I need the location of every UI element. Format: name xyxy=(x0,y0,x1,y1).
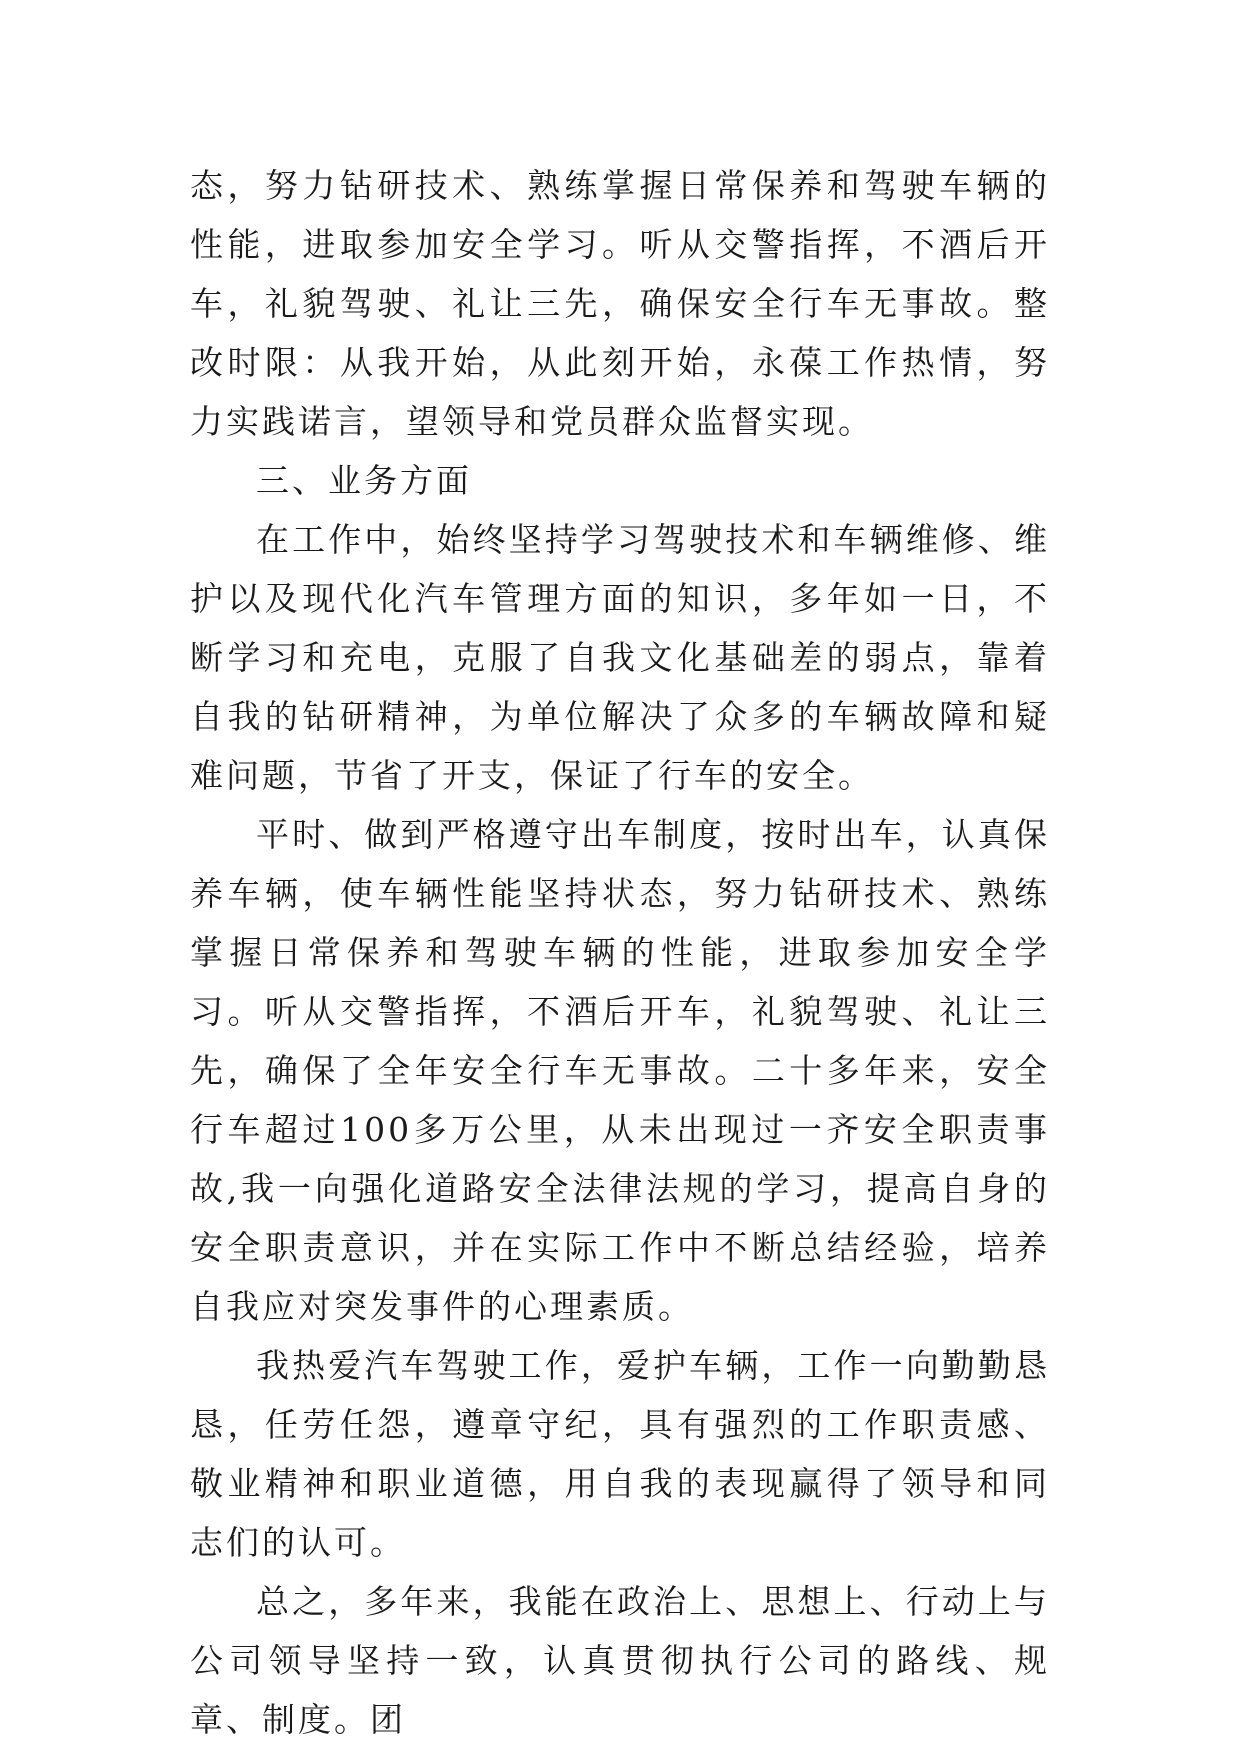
document-body xyxy=(190,156,1050,1749)
paragraph-1: 态，努力钻研技术、熟练掌握日常保养和驾驶车辆的性能，进取参加安全学习。听从交警指挥，不酒后开车，礼貌驾驶、礼让三先，确保安全行车无事故。整改时限：从我开始，从此刻开始，永葆工作热情，努力实践诺言，望领导和党员群众监督实现。 xyxy=(190,166,1050,441)
section-heading-business: 三、业务方面 xyxy=(256,461,472,500)
paragraph-2: 在工作中，始终坚持学习驾驶技术和车辆维修、维护以及现代化汽车管理方面的知识，多年如一日，不断学习和充电，克服了自我文化基础差的弱点，靠着自我的钻研精神，为单位解决了众多的车辆故障和疑难问题，节省了开支，保证了行车的安全。 xyxy=(190,520,1050,795)
paragraph-4: 我热爱汽车驾驶工作，爱护车辆，工作一向勤勤恳恳，任劳任怨，遵章守纪，具有强烈的工作职责感、敬业精神和职业道德，用自我的表现赢得了领导和同志们的认可。 xyxy=(190,1346,1050,1562)
paragraph-5: 总之，多年来，我能在政治上、思想上、行动上与公司领导坚持一致，认真贯彻执行公司的路线、规章、制度。团 xyxy=(190,1582,1050,1739)
paragraph-3: 平时、做到严格遵守出车制度，按时出车，认真保养车辆，使车辆性能坚持状态，努力钻研技术、熟练掌握日常保养和驾驶车辆的性能，进取参加安全学习。听从交警指挥，不酒后开车，礼貌驾驶、礼让三先，确保了全年安全行车无事故。二十多年来，安全行车超过100多万公里，从未出现过一齐安全职责事故,我一向强化道路安全法律法规的学习，提高自身的安全职责意识，并在实际工作中不断总结经验，培养自我应对突发事件的心理素质。 xyxy=(190,815,1050,1326)
